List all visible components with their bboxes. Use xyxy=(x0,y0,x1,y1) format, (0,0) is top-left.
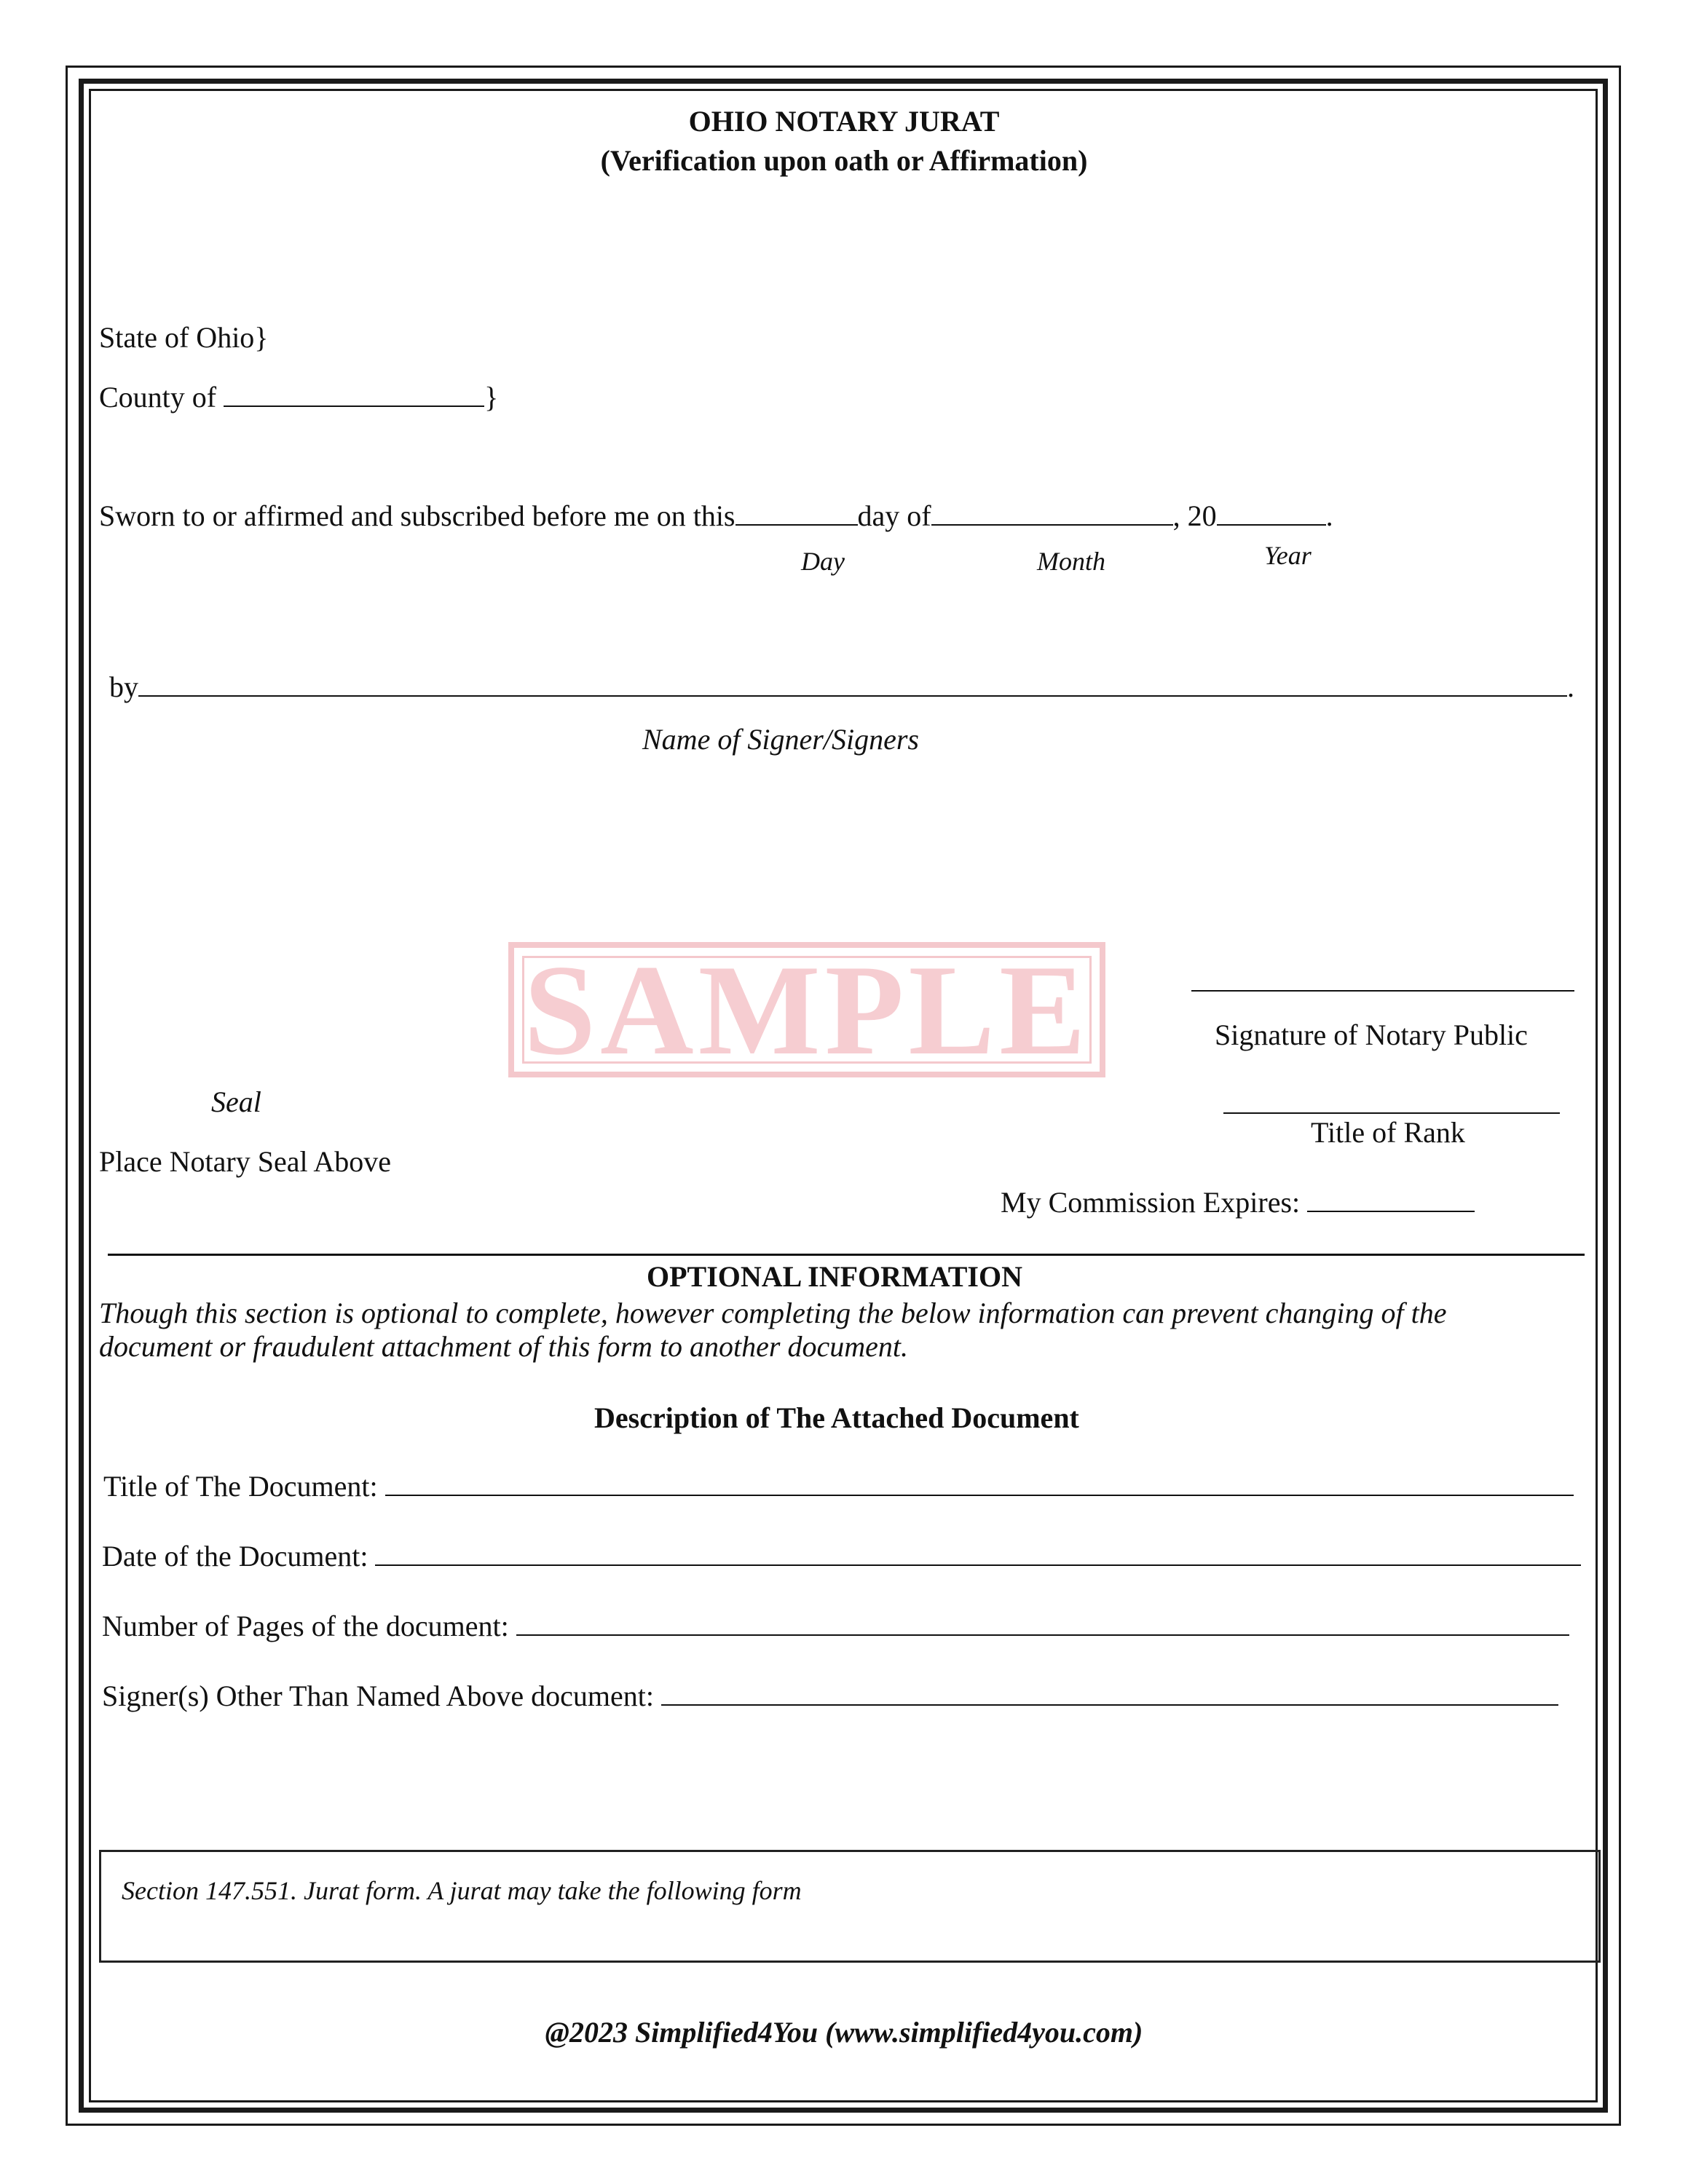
seal-label: Seal xyxy=(211,1085,261,1118)
doc-date-row xyxy=(102,1539,1581,1573)
doc-pages-field[interactable] xyxy=(516,1611,1569,1636)
optional-heading: OPTIONAL INFORMATION xyxy=(647,1260,1022,1293)
notary-signature-caption: Signature of Notary Public xyxy=(1215,1018,1528,1051)
optional-note-line2: document or fraudulent attachment of this form to another document. xyxy=(99,1330,908,1363)
commission-label: My Commission Expires: xyxy=(1001,1186,1308,1219)
optional-note-line1: Though this section is optional to complete, however completing the below information can prevent changing of the xyxy=(99,1297,1447,1329)
commission-line xyxy=(1001,1185,1475,1219)
title-of-rank-field[interactable] xyxy=(1223,1112,1560,1114)
sworn-line xyxy=(99,499,1333,533)
day-caption: Day xyxy=(801,547,845,576)
by-label: by xyxy=(109,670,138,703)
other-signers-label: Signer(s) Other Than Named Above document: xyxy=(102,1679,661,1712)
doc-pages-row xyxy=(102,1609,1569,1643)
section-divider xyxy=(108,1254,1585,1256)
county-line xyxy=(99,380,498,414)
footer-copyright: @2023 Simplified4You (www.simplified4you.com) xyxy=(545,2016,1143,2049)
county-field[interactable] xyxy=(224,382,484,407)
state-line: State of Ohio} xyxy=(99,321,269,354)
doc-title-label: Title of The Document: xyxy=(103,1470,385,1503)
commission-expiry-field[interactable] xyxy=(1307,1187,1475,1212)
county-label: County of xyxy=(99,381,224,414)
sample-stamp xyxy=(508,938,1105,1082)
statute-note-box xyxy=(99,1850,1601,1963)
sample-stamp-word: SAMPLE xyxy=(524,938,1090,1082)
seal-instruction: Place Notary Seal Above xyxy=(99,1145,391,1178)
year-field[interactable] xyxy=(1217,501,1326,526)
doc-title-field[interactable] xyxy=(385,1471,1574,1496)
title-of-rank-caption: Title of Rank xyxy=(1311,1116,1465,1149)
form-subtitle: (Verification upon oath or Affirmation) xyxy=(600,144,1088,177)
description-heading: Description of The Attached Document xyxy=(594,1401,1079,1434)
sworn-prefix: Sworn to or affirmed and subscribed before me on this xyxy=(99,499,735,532)
sworn-end: . xyxy=(1325,499,1333,532)
month-field[interactable] xyxy=(931,501,1173,526)
signer-name-field[interactable] xyxy=(138,672,1567,697)
doc-pages-label: Number of Pages of the document: xyxy=(102,1610,516,1642)
year-prefix: , 20 xyxy=(1172,499,1217,532)
year-caption: Year xyxy=(1264,541,1312,570)
notary-signature-field[interactable] xyxy=(1191,990,1574,992)
day-field[interactable] xyxy=(735,501,858,526)
form-title: OHIO NOTARY JURAT xyxy=(688,105,1000,138)
doc-date-label: Date of the Document: xyxy=(102,1540,376,1572)
signer-line xyxy=(109,670,1574,704)
signer-end: . xyxy=(1567,670,1574,703)
other-signers-field[interactable] xyxy=(661,1681,1558,1706)
county-close: } xyxy=(484,381,499,414)
day-of-label: day of xyxy=(857,499,931,532)
doc-title-row xyxy=(103,1469,1574,1503)
month-caption: Month xyxy=(1037,547,1105,576)
signer-caption: Name of Signer/Signers xyxy=(642,723,919,756)
doc-date-field[interactable] xyxy=(375,1541,1581,1566)
other-signers-row xyxy=(102,1679,1558,1713)
statute-note-text: Section 147.551. Jurat form. A jurat may take the following form xyxy=(122,1876,802,1905)
